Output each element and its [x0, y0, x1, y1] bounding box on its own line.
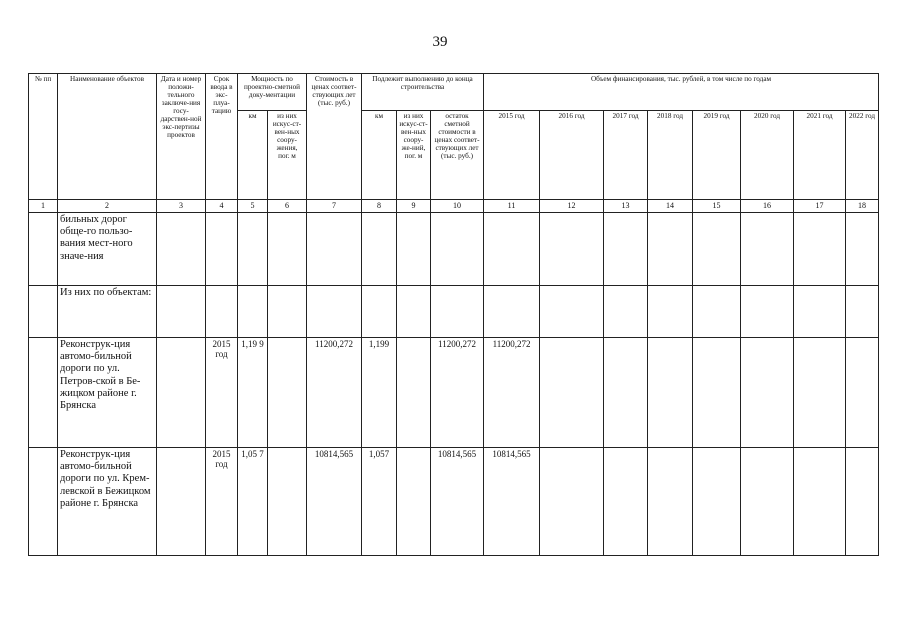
cell-2018 [648, 213, 693, 286]
cell-km [238, 286, 268, 338]
cell-structures [268, 213, 307, 286]
cell-2021 [794, 338, 846, 448]
cell-km [238, 213, 268, 286]
header-km-remaining: км [362, 111, 397, 200]
cell-structures [268, 448, 307, 556]
header-year-2019: 2019 год [693, 111, 741, 200]
cell-2017 [604, 338, 648, 448]
column-number: 7 [307, 200, 362, 213]
cell-2015 [484, 286, 540, 338]
cell-structures [268, 286, 307, 338]
column-number: 1 [29, 200, 58, 213]
cell-rest: 11200,272 [431, 338, 484, 448]
cell-km-left: 1,057 [362, 448, 397, 556]
column-number: 3 [157, 200, 206, 213]
column-number: 10 [431, 200, 484, 213]
cell-expertise [157, 213, 206, 286]
cell-2019 [693, 213, 741, 286]
cell-2020 [741, 448, 794, 556]
cell-km: 1,19 9 [238, 338, 268, 448]
cell-2018 [648, 448, 693, 556]
header-financing: Объем финансирования, тыс. рублей, в том числе по годам [484, 74, 879, 111]
page-number: 39 [432, 34, 448, 50]
cell-rest: 10814,565 [431, 448, 484, 556]
column-number: 18 [846, 200, 879, 213]
table-row [29, 448, 879, 556]
header-year-2020: 2020 год [741, 111, 794, 200]
header-artificial-structures: из них искус-ст-вен-ных соору-жения, пог. м [268, 111, 307, 200]
object-name: Из них по объектам: [58, 286, 157, 338]
header-km: км [238, 111, 268, 200]
cell-cost [307, 213, 362, 286]
cell-rest [431, 213, 484, 286]
cell-2016 [540, 448, 604, 556]
cell-2019 [693, 338, 741, 448]
cell-cost: 10814,565 [307, 448, 362, 556]
header-remaining: Подлежит выполнению до конца строительства [362, 74, 484, 111]
cell-km-left: 1,199 [362, 338, 397, 448]
header-capacity: Мощность по проектно-сметной доку-ментации [238, 74, 307, 111]
header-rest-cost: остаток сметной стоимости в ценах соответ-ствующих лет (тыс. руб.) [431, 111, 484, 200]
column-number: 17 [794, 200, 846, 213]
header-year-2016: 2016 год [540, 111, 604, 200]
financing-table [28, 73, 879, 556]
cell-expertise [157, 448, 206, 556]
column-number: 13 [604, 200, 648, 213]
cell-2021 [794, 448, 846, 556]
column-number: 15 [693, 200, 741, 213]
cell-2022 [846, 286, 879, 338]
cell-2017 [604, 286, 648, 338]
cell-2022 [846, 213, 879, 286]
header-structures-remaining: из них искус-ст-вен-ных соору-же-ний, пог. м [397, 111, 431, 200]
cell-2020 [741, 213, 794, 286]
cell-2016 [540, 338, 604, 448]
column-number: 6 [268, 200, 307, 213]
cell-2017 [604, 213, 648, 286]
column-number: 2 [58, 200, 157, 213]
cell-2018 [648, 338, 693, 448]
cell-number [29, 338, 58, 448]
cell-term: 2015 год [206, 338, 238, 448]
cell-number [29, 286, 58, 338]
table-row [29, 286, 879, 338]
column-numbers-row [29, 200, 879, 213]
column-number: 9 [397, 200, 431, 213]
column-number: 16 [741, 200, 794, 213]
cell-number [29, 448, 58, 556]
cell-2019 [693, 286, 741, 338]
table-row [29, 213, 879, 286]
cell-2022 [846, 338, 879, 448]
header-year-2015: 2015 год [484, 111, 540, 200]
cell-km: 1,05 7 [238, 448, 268, 556]
cell-2019 [693, 448, 741, 556]
cell-2018 [648, 286, 693, 338]
cell-structures [268, 338, 307, 448]
cell-structures-left [397, 338, 431, 448]
cell-expertise [157, 286, 206, 338]
cell-2016 [540, 286, 604, 338]
header-year-2017: 2017 год [604, 111, 648, 200]
cell-2021 [794, 213, 846, 286]
column-number: 5 [238, 200, 268, 213]
header-year-2018: 2018 год [648, 111, 693, 200]
column-number: 11 [484, 200, 540, 213]
cell-km-left [362, 286, 397, 338]
header-year-2022: 2022 год [846, 111, 879, 200]
header-cost: Стоимость в ценах соответ-ствующих лет (тыс. руб.) [307, 74, 362, 200]
cell-structures-left [397, 448, 431, 556]
column-number: 8 [362, 200, 397, 213]
column-number: 12 [540, 200, 604, 213]
cell-2021 [794, 286, 846, 338]
cell-cost [307, 286, 362, 338]
cell-rest [431, 286, 484, 338]
cell-2020 [741, 338, 794, 448]
header-number: № пп [29, 74, 58, 200]
cell-expertise [157, 338, 206, 448]
cell-2016 [540, 213, 604, 286]
column-number: 4 [206, 200, 238, 213]
header-expertise: Дата и номер положи-тельного заключе-ния госу-дарствен-ной экс-пертизы проектов [157, 74, 206, 200]
cell-2015: 11200,272 [484, 338, 540, 448]
cell-2015: 10814,565 [484, 448, 540, 556]
header-year-2021: 2021 год [794, 111, 846, 200]
object-name: Реконструк-ция автомо-бильной дороги по ул. Петров-ской в Бе-жицком районе г. Брянска [58, 338, 157, 448]
cell-2020 [741, 286, 794, 338]
column-number: 14 [648, 200, 693, 213]
cell-2022 [846, 448, 879, 556]
cell-2015 [484, 213, 540, 286]
cell-cost: 11200,272 [307, 338, 362, 448]
header-object-name: Наименование объектов [58, 74, 157, 200]
object-name: бильных дорог обще-го пользо-вания мест-ного значе-ния [58, 213, 157, 286]
cell-term [206, 213, 238, 286]
cell-2017 [604, 448, 648, 556]
cell-structures-left [397, 213, 431, 286]
table-row [29, 338, 879, 448]
header-commissioning: Срок ввода в экс-плуа-тацию [206, 74, 238, 200]
cell-km-left [362, 213, 397, 286]
cell-term: 2015 год [206, 448, 238, 556]
cell-number [29, 213, 58, 286]
cell-structures-left [397, 286, 431, 338]
object-name: Реконструк-ция автомо-бильной дороги по ул. Крем-левской в Бежицком районе г. Брянска [58, 448, 157, 556]
cell-term [206, 286, 238, 338]
